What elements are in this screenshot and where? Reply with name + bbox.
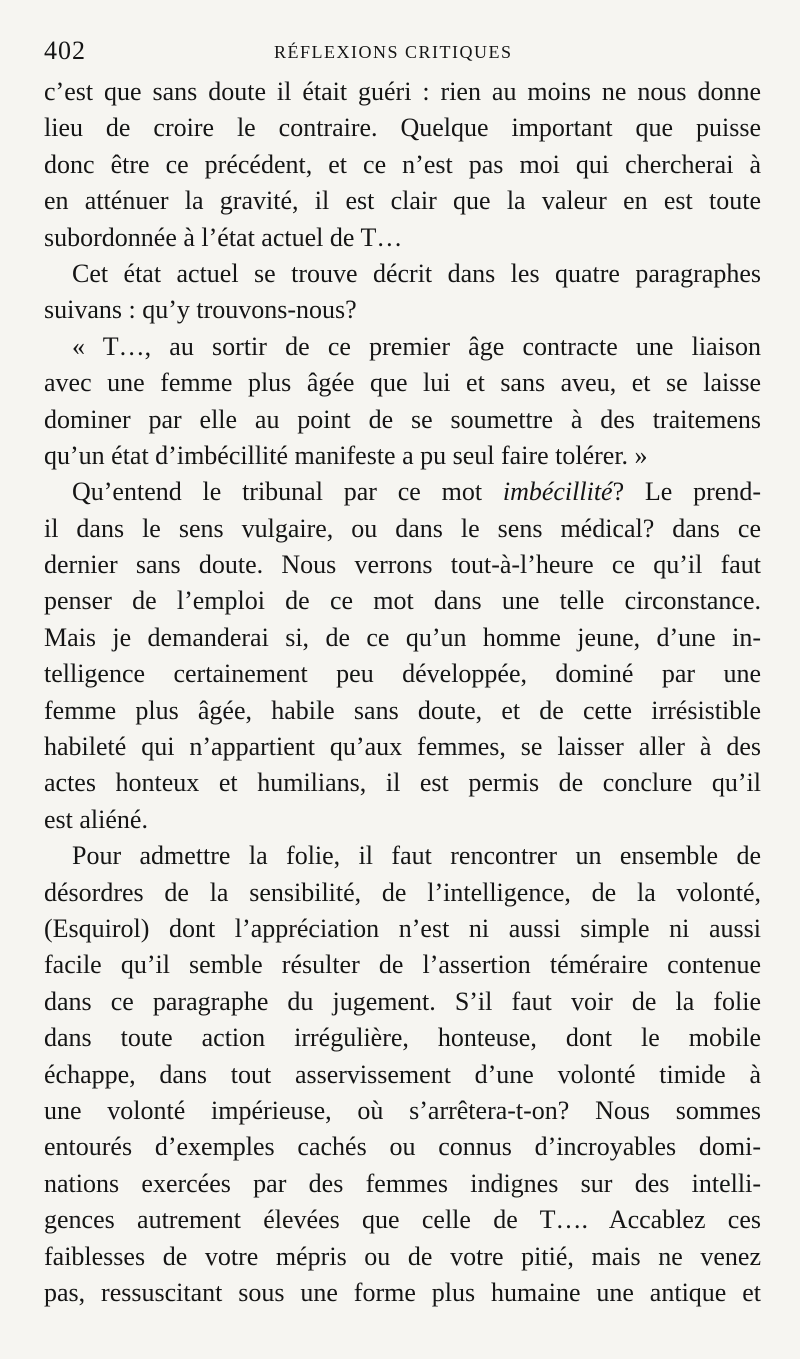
text-line: telligence certainement peu développée, dominé par une	[44, 659, 761, 689]
text-line-with-italic	[44, 474, 761, 510]
text-line: « T…, au sortir de ce premier âge contracte une liaison	[72, 331, 761, 361]
text-line: penser de l’emploi de ce mot dans une telle circonstance.	[44, 586, 761, 616]
text-line: Cet état actuel se trouve décrit dans les quatre paragraphes	[72, 258, 761, 288]
page-number: 402	[44, 36, 86, 65]
text-line: qu’un état d’imbécillité manifeste a pu seul faire tolérer. »	[44, 440, 648, 470]
body-text	[44, 74, 761, 1311]
text-line: Mais je demanderai si, de ce qu’un homme jeune, d’une in-	[44, 622, 761, 652]
running-title: RÉFLEXIONS CRITIQUES	[274, 42, 513, 62]
text-line: actes honteux et humilians, il est permis de conclure qu’il	[44, 768, 761, 798]
text-line: est aliéné.	[44, 804, 148, 834]
text-line: dominer par elle au point de se soumettre à des traitemens	[44, 404, 761, 434]
italic-word: imbécillité	[502, 477, 613, 507]
text-line: facile qu’il semble résulter de l’assertion téméraire contenue	[44, 950, 761, 980]
text-line: échappe, dans tout asservissement d’une volonté timide à	[44, 1059, 761, 1089]
text-line: suivans : qu’y trouvons-nous?	[44, 295, 357, 325]
text-line: (Esquirol) dont l’appréciation n’est ni aussi simple ni aussi	[44, 913, 761, 943]
text-line: c’est que sans doute il était guéri : rien au moins ne nous donne	[44, 77, 761, 106]
text-line: une volonté impérieuse, où s’arrêtera-t-on? Nous sommes	[44, 1095, 761, 1125]
text-line: lieu de croire le contraire. Quelque important que puisse	[44, 113, 761, 143]
text-segment: Qu’entend le tribunal par ce mot	[72, 477, 503, 507]
page-header	[44, 36, 762, 70]
text-line: désordres de la sensibilité, de l’intelligence, de la volonté,	[44, 877, 761, 907]
text-line: il dans le sens vulgaire, ou dans le sens médical? dans ce	[44, 513, 761, 543]
text-line: nations exercées par des femmes indignes sur des intelli-	[44, 1168, 761, 1198]
text-line: en atténuer la gravité, il est clair que la valeur en est toute	[44, 186, 761, 216]
text-segment: ? Le prend-	[612, 477, 761, 507]
text-line: dans ce paragraphe du jugement. S’il faut voir de la folie	[44, 986, 761, 1016]
text-line: entourés d’exemples cachés ou connus d’incroyables domi-	[44, 1132, 761, 1162]
text-line: faiblesses de votre mépris ou de votre pitié, mais ne venez	[44, 1241, 761, 1271]
text-line: subordonnée à l’état actuel de T…	[44, 222, 403, 252]
text-line: dans toute action irrégulière, honteuse, dont le mobile	[44, 1023, 761, 1053]
text-line: Pour admettre la folie, il faut rencontrer un ensemble de	[72, 841, 761, 871]
text-line: femme plus âgée, habile sans doute, et de cette irrésistible	[44, 695, 761, 725]
text-line: pas, ressuscitant sous une forme plus humaine une antique et	[44, 1277, 761, 1307]
text-line: dernier sans doute. Nous verrons tout-à-l’heure ce qu’il faut	[44, 550, 761, 580]
text-line: avec une femme plus âgée que lui et sans aveu, et se laisse	[44, 368, 761, 398]
text-line: habileté qui n’appartient qu’aux femmes, se laisser aller à des	[44, 732, 761, 762]
text-line: donc être ce précédent, et ce n’est pas moi qui chercherai à	[44, 149, 761, 179]
text-line: gences autrement élevées que celle de T…. Accablez ces	[44, 1205, 761, 1235]
